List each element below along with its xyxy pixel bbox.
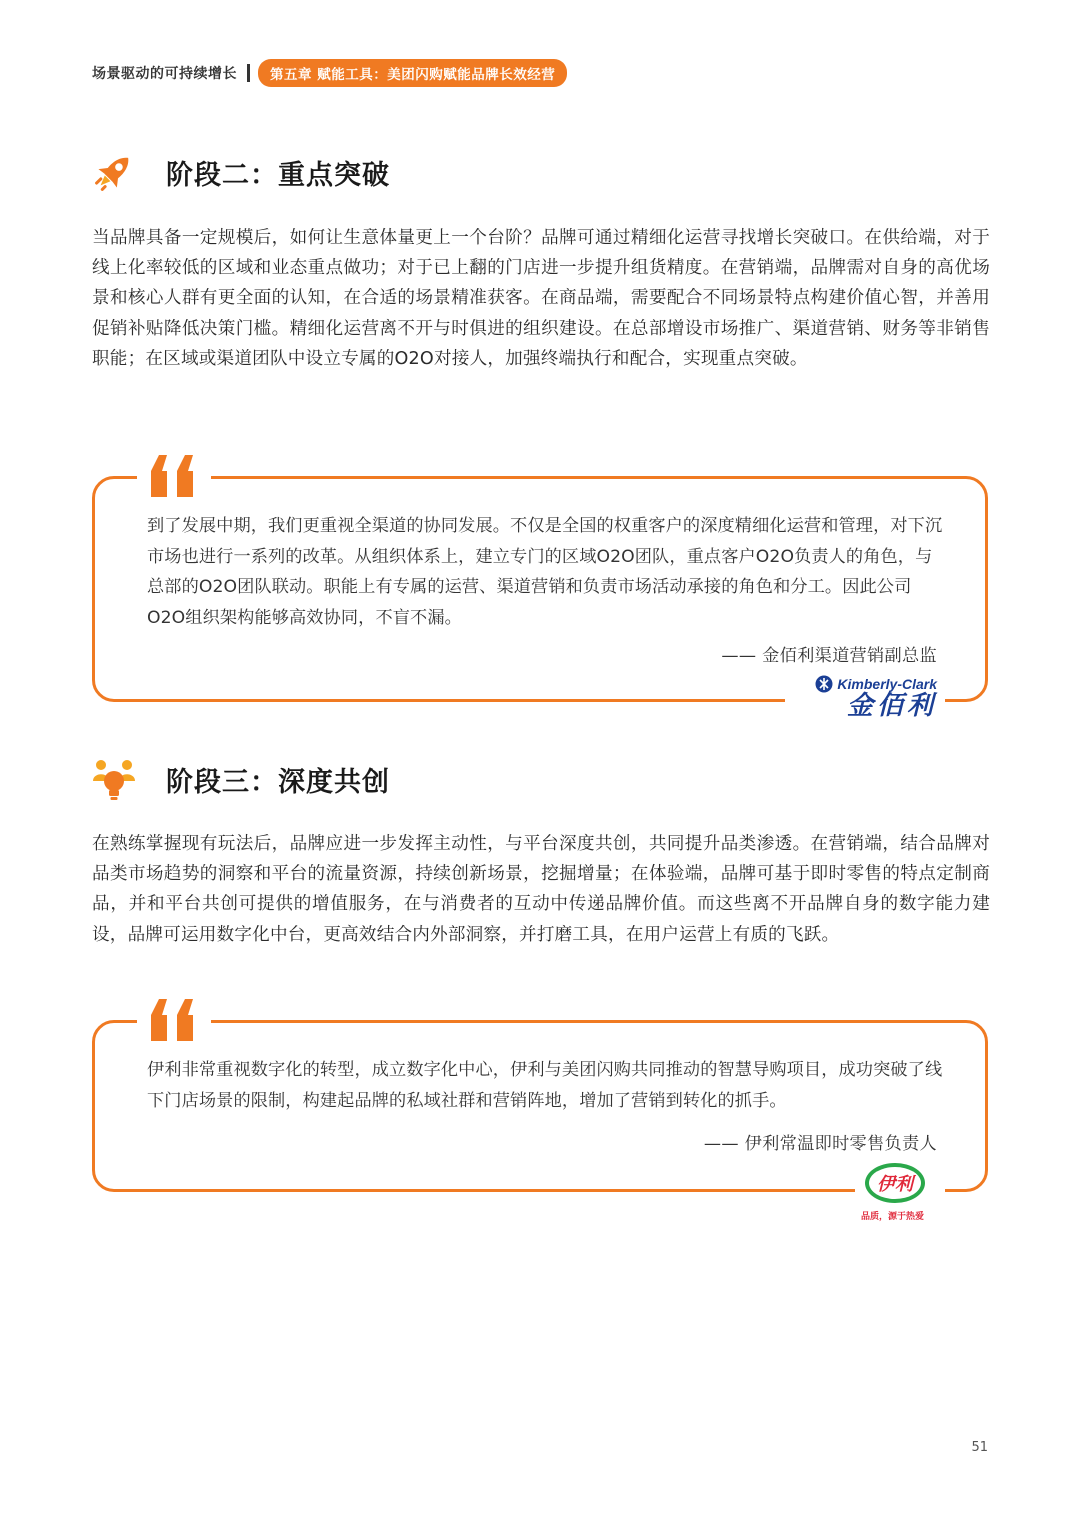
kimberly-clark-emblem-icon <box>815 675 833 693</box>
section-2-heading <box>92 150 390 194</box>
section-3-body: 在熟练掌握现有玩法后，品牌应进一步发挥主动性，与平台深度共创，共同提升品类渗透。在营销端，结合品牌对品类市场趋势的洞察和平台的流量资源，持续创新场景，挖掘增量；在体验端，品牌可基于即时零售的特点定制商品，并和平台共创可提供的增值服务，在与消费者的互动中传递品牌价值。而这些离不开品牌自身的数字能力建设，品牌可运用数字化中台，更高效结合内外部洞察，并打磨工具，在用户运营上有质的飞跃。 <box>92 834 990 945</box>
page-number: 51 <box>971 1440 988 1455</box>
logo-en-text: Kimberly-Clark <box>837 676 937 692</box>
kimberly-clark-logo <box>785 673 945 723</box>
yili-slogan: 品质，源于热爱 <box>861 1212 925 1222</box>
quote-box-kimberly <box>92 476 988 721</box>
quote-2-text: 伊利非常重视数字化的转型，成立数字化中心，伊利与美团闪购共同推动的智慧导购项目，成功突破了线下门店场景的限制，构建起品牌的私域社群和营销阵地，增加了营销到转化的抓手。 <box>147 1060 943 1111</box>
rocket-icon <box>92 150 136 194</box>
section-3-title: 阶段三：深度共创 <box>166 766 390 798</box>
quote-box-yili <box>92 1020 988 1222</box>
quote-1-attribution: —— 金佰利渠道营销副总监 <box>721 646 937 666</box>
running-header <box>92 60 567 86</box>
quote-1-text: 到了发展中期，我们更重视全渠道的协同发展。不仅是全国的权重客户的深度精细化运营和管理，对下沉市场也进行一系列的改革。从组织体系上，建立专门的区域O2O团队，重点客户O2O负责人的角色，与总部的O2O团队联动。职能上有专属的运营、渠道营销和负责市场活动承接的角色和分工。因此公司O2O组织架构能够高效协同，不盲不漏。 <box>147 516 943 628</box>
quote-mark-icon <box>137 453 211 499</box>
section-2-title: 阶段二：重点突破 <box>166 159 390 191</box>
team-idea-icon <box>92 757 136 801</box>
book-title: 场景驱动的可持续增长 <box>92 66 237 82</box>
yili-logo <box>855 1163 945 1229</box>
header-divider <box>247 64 250 82</box>
yili-logo-text: 伊利 <box>877 1174 913 1195</box>
quote-mark-icon <box>137 997 211 1043</box>
quote-2-attribution: —— 伊利常温即时零售负责人 <box>703 1134 937 1154</box>
chapter-badge: 第五章 赋能工具：美团闪购赋能品牌长效经营 <box>258 59 567 87</box>
logo-cn-text: 金佰利 <box>846 691 937 721</box>
section-2-body: 当品牌具备一定规模后，如何让生意体量更上一个台阶？品牌可通过精细化运营寻找增长突破口。在供给端，对于线上化率较低的区域和业态重点做功；对于已上翻的门店进一步提升组货精度。在营销端，品牌需对自身的高优场景和核心人群有更全面的认知，在合适的场景精准获客。在商品端，需要配合不同场景特点构建价值心智，并善用促销补贴降低决策门槛。精细化运营离不开与时俱进的组织建设。在总部增设市场推广、渠道营销、财务等非销售职能；在区域或渠道团队中设立专属的O2O对接人，加强终端执行和配合，实现重点突破。 <box>92 228 990 369</box>
section-3-heading <box>92 757 390 801</box>
